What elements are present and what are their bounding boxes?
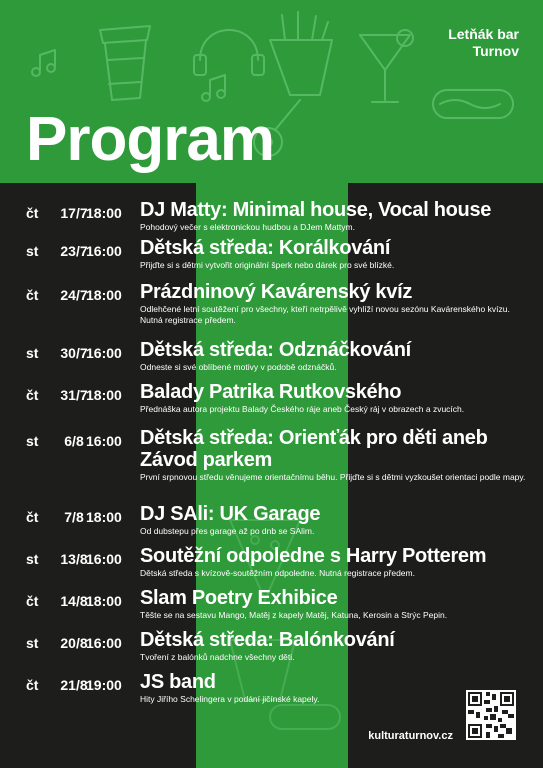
qr-code-icon: [466, 690, 516, 740]
event-day: čt: [26, 205, 39, 221]
event-date: 7/8: [64, 509, 84, 525]
event-item: [26, 237, 526, 281]
event-time: 16:00: [86, 433, 122, 449]
event-date: 17/7: [60, 205, 88, 221]
event-description: Od dubstepu přes garage až po dnb se SAlim.: [140, 526, 315, 536]
event-date: 6/8: [64, 433, 84, 449]
event-item: [26, 671, 526, 711]
event-title: DJ Matty: Minimal house, Vocal house: [140, 199, 492, 221]
event-day: st: [26, 243, 39, 259]
event-day: st: [26, 345, 39, 361]
event-title: DJ SAli: UK Garage: [140, 503, 321, 525]
event-time: 18:00: [86, 205, 122, 221]
event-time: 19:00: [86, 677, 122, 693]
event-date: 24/7: [60, 287, 88, 303]
event-description: Tvoření z balónků nadchne všechny děti.: [140, 652, 295, 662]
event-description: Hity Jiřího Schelingera v podání jičínské kapely.: [140, 694, 320, 704]
venue-name: [448, 26, 519, 60]
event-title: Dětská středa: Odznáčkování: [140, 339, 411, 361]
event-day: čt: [26, 593, 39, 609]
event-time: 16:00: [86, 243, 122, 259]
qr-code[interactable]: [466, 690, 516, 740]
event-description: První srpnovou středu věnujeme orientačnímu běhu. Přijďte si s dětmi vyzkoušet orientaci podle mapy.: [140, 472, 526, 482]
event-item: [26, 339, 526, 381]
event-description: Přijďte si s dětmi vytvořit originální šperk nebo dárek pro své blízké.: [140, 260, 395, 270]
event-description: Dětská středa s kvízově-soutěžním odpoledne. Nutná registrace předem.: [140, 568, 415, 578]
page-title: Program: [26, 105, 274, 174]
event-item: [26, 281, 526, 339]
event-day: čt: [26, 677, 39, 693]
event-title: Soutěžní odpoledne s Harry Potterem: [140, 545, 487, 567]
event-time: 18:00: [86, 593, 122, 609]
event-title: JS band: [140, 671, 216, 693]
event-description: Přednáška autora projektu Balady Českého ráje aneb Český ráj v obrazech a zvucích.: [140, 404, 465, 414]
event-item: [26, 427, 526, 503]
event-day: st: [26, 551, 39, 567]
event-title: Prázdninový Kavárenský kvíz: [140, 281, 413, 303]
event-date: 20/8: [60, 635, 88, 651]
event-day: čt: [26, 509, 39, 525]
event-title: Dětská středa: Balónkování: [140, 629, 395, 651]
event-time: 18:00: [86, 287, 122, 303]
event-list: [26, 199, 526, 711]
event-time: 18:00: [86, 387, 122, 403]
event-item: [26, 545, 526, 587]
event-item: [26, 587, 526, 629]
event-item: [26, 629, 526, 671]
event-day: čt: [26, 387, 39, 403]
website-link[interactable]: kulturaturnov.cz: [368, 730, 453, 742]
event-day: st: [26, 433, 39, 449]
event-title: Dětská středa: Orienťák pro děti aneb Závod parkem: [140, 427, 488, 471]
event-time: 16:00: [86, 635, 122, 651]
event-date: 14/8: [60, 593, 88, 609]
event-item: [26, 381, 526, 427]
event-time: 18:00: [86, 509, 122, 525]
event-date: 23/7: [60, 243, 88, 259]
event-description: Pohodový večer s elektronickou hudbou a DJem Mattym.: [140, 222, 355, 232]
event-description: Odlehčené letní soutěžení pro všechny, kteří netrpělivě vyhlíží novou sezónu Kavárenského kvízu. Nutná registrace předem.: [140, 304, 510, 325]
event-time: 16:00: [86, 345, 122, 361]
event-date: 21/8: [60, 677, 88, 693]
event-description: Těšte se na sestavu Mango, Matěj z kapely Matěj, Katuna, Kerosin a Strýc Pepin.: [140, 610, 448, 620]
event-item: [26, 503, 526, 545]
event-title: Balady Patrika Rutkovského: [140, 381, 402, 403]
event-description: Odneste si své oblíbené motivy v podobě odznáčků.: [140, 362, 337, 372]
event-date: 13/8: [60, 551, 88, 567]
event-date: 31/7: [60, 387, 88, 403]
event-time: 16:00: [86, 551, 122, 567]
event-date: 30/7: [60, 345, 88, 361]
event-title: Dětská středa: Korálkování: [140, 237, 391, 259]
event-day: st: [26, 635, 39, 651]
event-title: Slam Poetry Exhibice: [140, 587, 338, 609]
venue-line-1: Letňák bar: [448, 26, 519, 42]
venue-line-2: Turnov: [472, 43, 519, 59]
event-item: [26, 199, 526, 237]
event-day: čt: [26, 287, 39, 303]
